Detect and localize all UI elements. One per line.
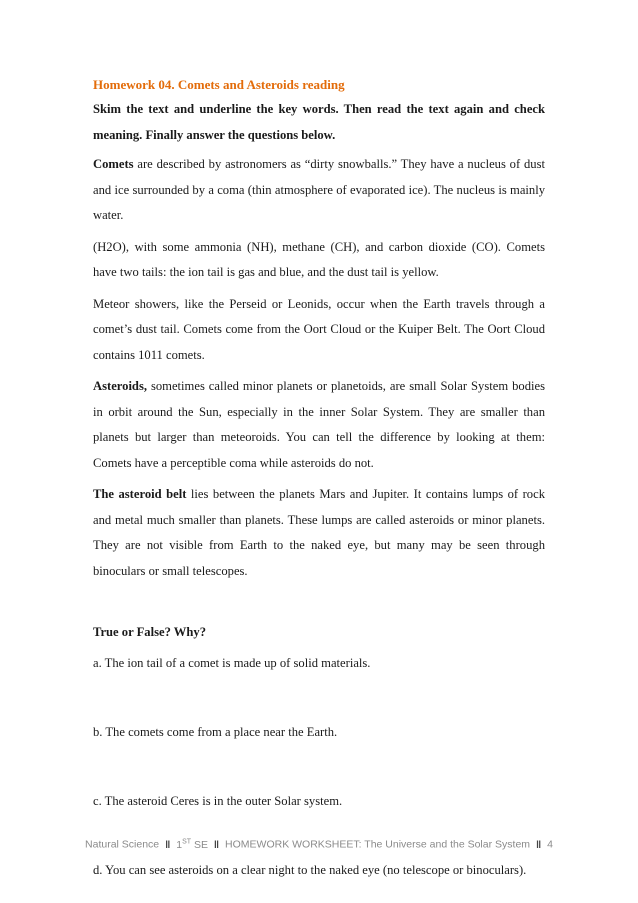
paragraph-text: are described by astronomers as “dirty snowballs.” They have a nucleus of dust and ice surrounded by a coma (thin atmosphere of evaporated ice). The nucleus is mainly water. <box>93 157 545 222</box>
footer-separator: ‖ <box>535 838 542 851</box>
footer-separator: ‖ <box>213 838 220 851</box>
paragraph-lead: Asteroids, <box>93 379 147 393</box>
paragraph-asteroid-belt <box>93 482 545 584</box>
question-b: b. The comets come from a place near the Earth. <box>93 725 338 739</box>
question-a: a. The ion tail of a comet is made up of solid materials. <box>93 656 371 670</box>
footer-level: 1ST SE <box>176 838 208 851</box>
footer-worksheet-title: HOMEWORK WORKSHEET: The Universe and the Solar System <box>225 838 531 851</box>
paragraph-composition <box>93 235 545 286</box>
question-d: d. You can see asteroids on a clear night to the naked eye (no telescope or binoculars). <box>93 863 527 877</box>
question-c: c. The asteroid Ceres is in the outer Solar system. <box>93 794 343 808</box>
footer-separator: ‖ <box>165 838 171 851</box>
document-body <box>93 72 545 883</box>
instructions: Skim the text and underline the key words. Then read the text again and check meaning. Finally answer the questions below. <box>93 102 545 142</box>
paragraph-lead: Comets <box>93 157 134 171</box>
paragraph-text: Meteor showers, like the Perseid or Leonids, occur when the Earth travels through a comet’s dust tail. Comets come from the Oort Cloud or the Kuiper Belt. The Oort Cloud contains 1011 comets. <box>93 296 545 362</box>
questions-heading: True or False? Why? <box>93 625 206 639</box>
page-footer <box>0 838 638 851</box>
paragraph-text: sometimes called minor planets or planetoids, are small Solar System bodies in orbit around the Sun, especially in the inner Solar System. They are smaller than planets but larger than meteoroids. You can tell the difference by looking at them: Comets have a perceptible coma while asteroids do not. <box>93 379 545 470</box>
paragraph-meteors <box>93 292 545 369</box>
paragraph-lead: The asteroid belt <box>93 487 187 501</box>
footer-subject: Natural Science <box>85 838 160 851</box>
paragraph-text: lies between the planets Mars and Jupiter. It contains lumps of rock and metal much smaller than planets. These lumps are called asteroids or minor planets. They are not visible from Earth to the naked eye, but many may be seen through binoculars or small telescopes. <box>93 487 545 578</box>
homework-title: Homework 04. Comets and Asteroids reading <box>93 77 345 92</box>
paragraph-text: (H2O), with some ammonia (NH), methane (CH), and carbon dioxide (CO). Comets have two tails: the ion tail is gas and blue, and the dust tail is yellow. <box>93 239 545 279</box>
paragraph-asteroids <box>93 374 545 476</box>
paragraph-comets <box>93 152 545 229</box>
footer-page-number: 4 <box>547 838 553 851</box>
